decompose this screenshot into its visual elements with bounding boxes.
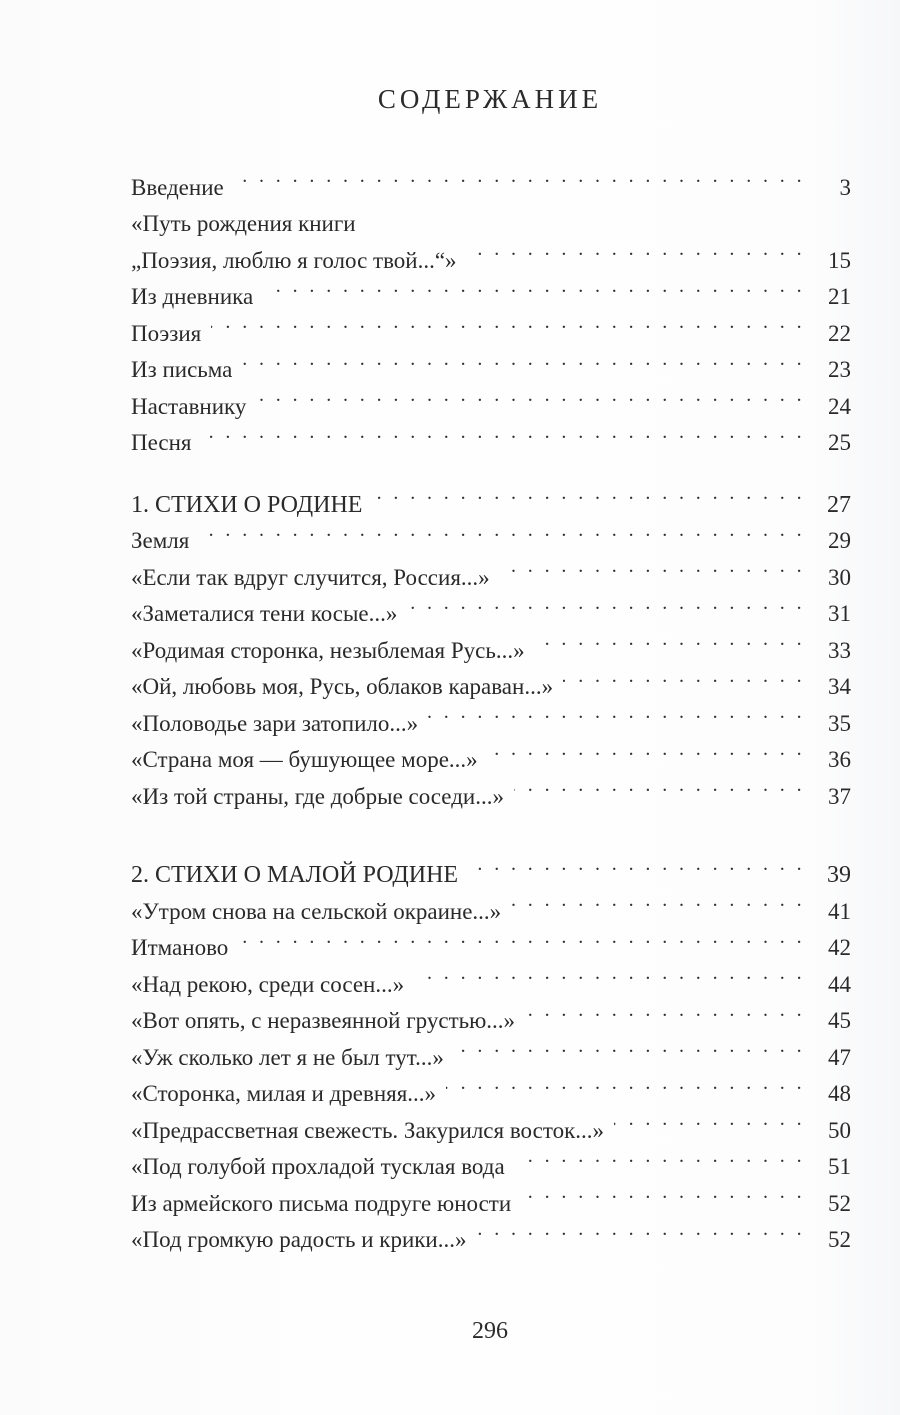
toc-entry-title: Из армейского письма подруге юности [131,1190,512,1216]
toc-entry-title: „Поэзия, люблю я голос твой...“» [131,247,457,273]
toc-entry-title: Из письма [131,357,233,382]
toc-entry-title: Введение [131,174,224,200]
toc-entry-page: 31 [828,601,851,626]
dot-leader [202,414,806,451]
table-of-contents [131,158,851,1252]
toc-entry-title: «Сторонка, милая и древняя...» [131,1081,437,1106]
toc-entry-page: 52 [828,1190,851,1216]
toc-entry[interactable] [131,158,851,200]
dot-leader [428,694,805,731]
toc-entry-page: 48 [828,1081,851,1106]
toc-entry-page: 33 [828,637,851,663]
toc-entry[interactable] [131,548,851,590]
toc-entry-page: 42 [828,935,851,960]
page-title: СОДЕРЖАНИЕ [377,84,603,114]
dot-leader [500,548,805,585]
toc-entry-title: Итманово [131,935,229,960]
dot-leader [256,377,805,414]
toc-entry-page: 44 [828,971,851,997]
toc-entry-page: 36 [828,747,851,772]
dot-leader [234,158,805,195]
toc-section-page: 39 [827,862,851,888]
toc-entry-title: «Заметалися тени косые...» [131,601,398,626]
toc-entry-page: 30 [828,564,851,590]
toc-entry-page: 22 [828,320,851,346]
toc-entry-title: «Утром снова на сельской окраине...» [131,898,502,924]
dot-leader [563,658,805,695]
dot-leader [614,1101,805,1138]
toc-entry-title: «Ой, любовь моя, Русь, облаков караван...» [131,674,554,699]
dot-leader [414,955,805,992]
dot-leader [488,731,805,768]
toc-entry-title: «Предрассветная свежесть. Закурился восток...» [131,1117,604,1143]
dot-leader [468,846,805,883]
dot-leader [242,341,805,378]
dot-leader [521,1174,805,1211]
toc-entry[interactable] [131,304,851,346]
dot-leader [525,992,805,1029]
dot-leader [454,1028,805,1065]
dot-leader [477,1211,806,1248]
toc-entry-title: «Под голубой прохладой тусклая вода [131,1154,505,1179]
toc-entry[interactable] [131,341,851,382]
toc-entry-page: 45 [828,1008,851,1033]
toc-entry-page: 25 [828,430,851,455]
toc-entry-page: 34 [828,674,851,699]
toc-section-heading[interactable] [131,475,851,518]
toc-entry[interactable] [131,955,851,997]
dot-leader [211,304,805,341]
dot-leader [407,585,805,622]
toc-entry[interactable] [131,919,851,960]
toc-entry-page: 29 [828,528,851,553]
dot-leader [535,621,805,658]
toc-entry[interactable] [131,414,851,455]
toc-section-page: 27 [827,491,851,518]
toc-entry-page: 35 [828,710,851,736]
toc-entry[interactable] [131,195,851,236]
toc-entry-title: «Страна моя — бушующее море...» [131,747,478,772]
toc-entry-page: 37 [828,783,851,809]
toc-section-title: 1. СТИХИ О РОДИНЕ [131,491,363,518]
toc-entry-title: Земля [131,528,190,553]
dot-leader [514,767,805,804]
page-number: 296 [472,1318,508,1344]
dot-leader [515,1138,805,1175]
toc-entry-title: Из дневника [131,284,254,309]
toc-entry-title: «Половодье зари затопило...» [131,710,419,736]
spacer [131,450,851,475]
toc-entry-title: «Уж сколько лет я не был тут...» [131,1044,444,1070]
toc-entry-page: 52 [828,1227,851,1252]
toc-entry-page: 50 [828,1117,851,1143]
toc-entry-page: 23 [828,357,851,382]
dot-leader [467,231,805,268]
toc-entry-title: Наставнику [131,393,247,419]
toc-entry-page: 47 [828,1044,851,1070]
dot-leader [263,268,805,305]
dot-leader [238,919,805,956]
toc-entry-title: «Из той страны, где добрые соседи...» [131,783,504,809]
toc-section-heading[interactable] [131,846,851,888]
toc-entry-title: «Родимая сторонка, незыблемая Русь...» [131,637,525,663]
toc-entry-page: 41 [828,898,851,924]
toc-entry-page: 21 [828,284,851,309]
toc-entry-page: 51 [828,1154,851,1179]
dot-leader [366,195,805,232]
toc-entry-page: 24 [828,393,851,419]
dot-leader [372,475,805,512]
toc-entry[interactable] [131,512,851,553]
toc-entry-title: Песня [131,430,192,455]
toc-entry-title: «Если так вдруг случится, Россия...» [131,564,490,590]
toc-entry-page: 3 [839,174,851,200]
dot-leader [199,512,805,549]
toc-entry-page: 15 [828,247,851,273]
dot-leader [446,1065,805,1102]
toc-entry-title: «Над рекою, среди сосен...» [131,971,405,997]
toc-section-title: 2. СТИХИ О МАЛОЙ РОДИНЕ [131,862,459,888]
dot-leader [511,882,805,919]
toc-entry-title: «Под громкую радость и крики...» [131,1227,467,1252]
toc-entry-title: «Вот опять, с неразвеянной грустью...» [131,1008,516,1033]
toc-entry-title: Поэзия [131,320,202,346]
toc-entry-title: «Путь рождения книги [131,211,356,236]
